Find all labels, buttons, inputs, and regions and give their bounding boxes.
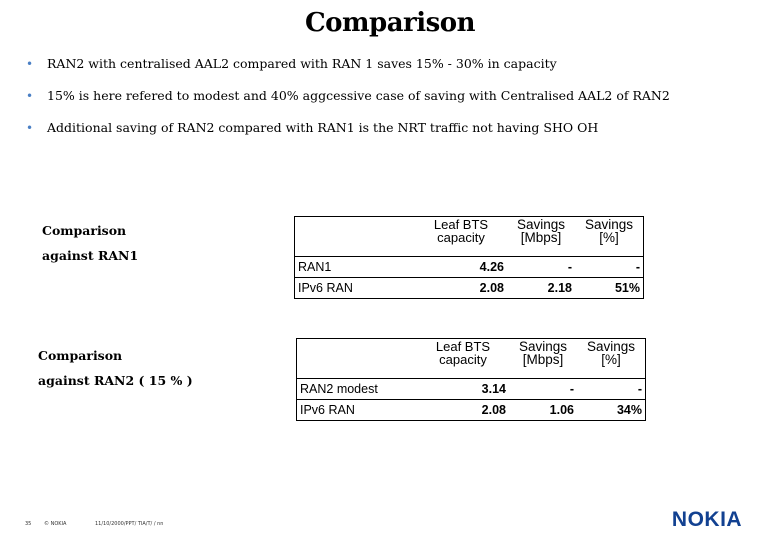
nokia-logo-text: NOKIA	[671, 508, 743, 529]
section1-label-line2: against RAN1	[42, 248, 139, 263]
cell-savings-mbps: 1.06	[509, 400, 577, 421]
header-savings-mbps: Savings [Mbps]	[507, 217, 575, 257]
comparison-table-ran1	[294, 216, 644, 299]
header-leaf-bts-capacity: Leaf BTS capacity	[415, 217, 507, 257]
row-label: IPv6 RAN	[295, 278, 416, 299]
bullet-item	[26, 88, 670, 120]
page-title: Comparison	[304, 8, 476, 38]
cell-capacity: 3.14	[417, 379, 509, 400]
footer-page-number: 35	[25, 521, 32, 527]
row-label: IPv6 RAN	[297, 400, 418, 421]
row-label: RAN1	[295, 257, 416, 278]
bullet-text: 15% is here refered to modest and 40% aggcessive case of saving with Centralised AAL2 of RAN2	[47, 88, 670, 103]
footer-doc-id: 11/10/2000/PPT/ TIA/T/ / nn	[95, 521, 164, 527]
table-row	[297, 379, 646, 400]
header-savings-mbps: Savings [Mbps]	[509, 339, 577, 379]
cell-savings-pct: 34%	[577, 400, 646, 421]
comparison-table-ran2	[296, 338, 646, 421]
cell-savings-mbps: -	[509, 379, 577, 400]
header-savings-pct: Savings [%]	[577, 339, 646, 379]
bullet-icon: •	[26, 121, 34, 135]
header-leaf-bts-capacity: Leaf BTS capacity	[417, 339, 509, 379]
section1-label-line1: Comparison	[42, 223, 127, 238]
bullet-icon: •	[26, 57, 34, 71]
table-row	[295, 257, 644, 278]
section2-label	[38, 343, 193, 393]
row-label: RAN2 modest	[297, 379, 418, 400]
bullet-icon: •	[26, 89, 34, 103]
table-header-row	[295, 217, 644, 257]
cell-savings-pct: -	[575, 257, 644, 278]
cell-capacity: 2.08	[415, 278, 507, 299]
nokia-logo	[657, 507, 757, 529]
cell-savings-pct: 51%	[575, 278, 644, 299]
section1-label	[42, 218, 138, 268]
bullet-list	[26, 56, 670, 152]
bullet-item	[26, 56, 670, 88]
section2-label-line2: against RAN2 ( 15 % )	[38, 373, 193, 388]
cell-savings-mbps: 2.18	[507, 278, 575, 299]
table-row	[295, 278, 644, 299]
bullet-text: RAN2 with centralised AAL2 compared with RAN 1 saves 15% - 30% in capacity	[47, 56, 557, 71]
table-header-row	[297, 339, 646, 379]
cell-capacity: 2.08	[417, 400, 509, 421]
bullet-text: Additional saving of RAN2 compared with RAN1 is the NRT traffic not having SHO OH	[47, 120, 599, 135]
cell-savings-pct: -	[577, 379, 646, 400]
cell-capacity: 4.26	[415, 257, 507, 278]
section2-label-line1: Comparison	[38, 348, 123, 363]
bullet-item	[26, 120, 670, 152]
table-row	[297, 400, 646, 421]
footer-copyright: © NOKIA	[44, 521, 67, 527]
cell-savings-mbps: -	[507, 257, 575, 278]
header-savings-pct: Savings [%]	[575, 217, 644, 257]
